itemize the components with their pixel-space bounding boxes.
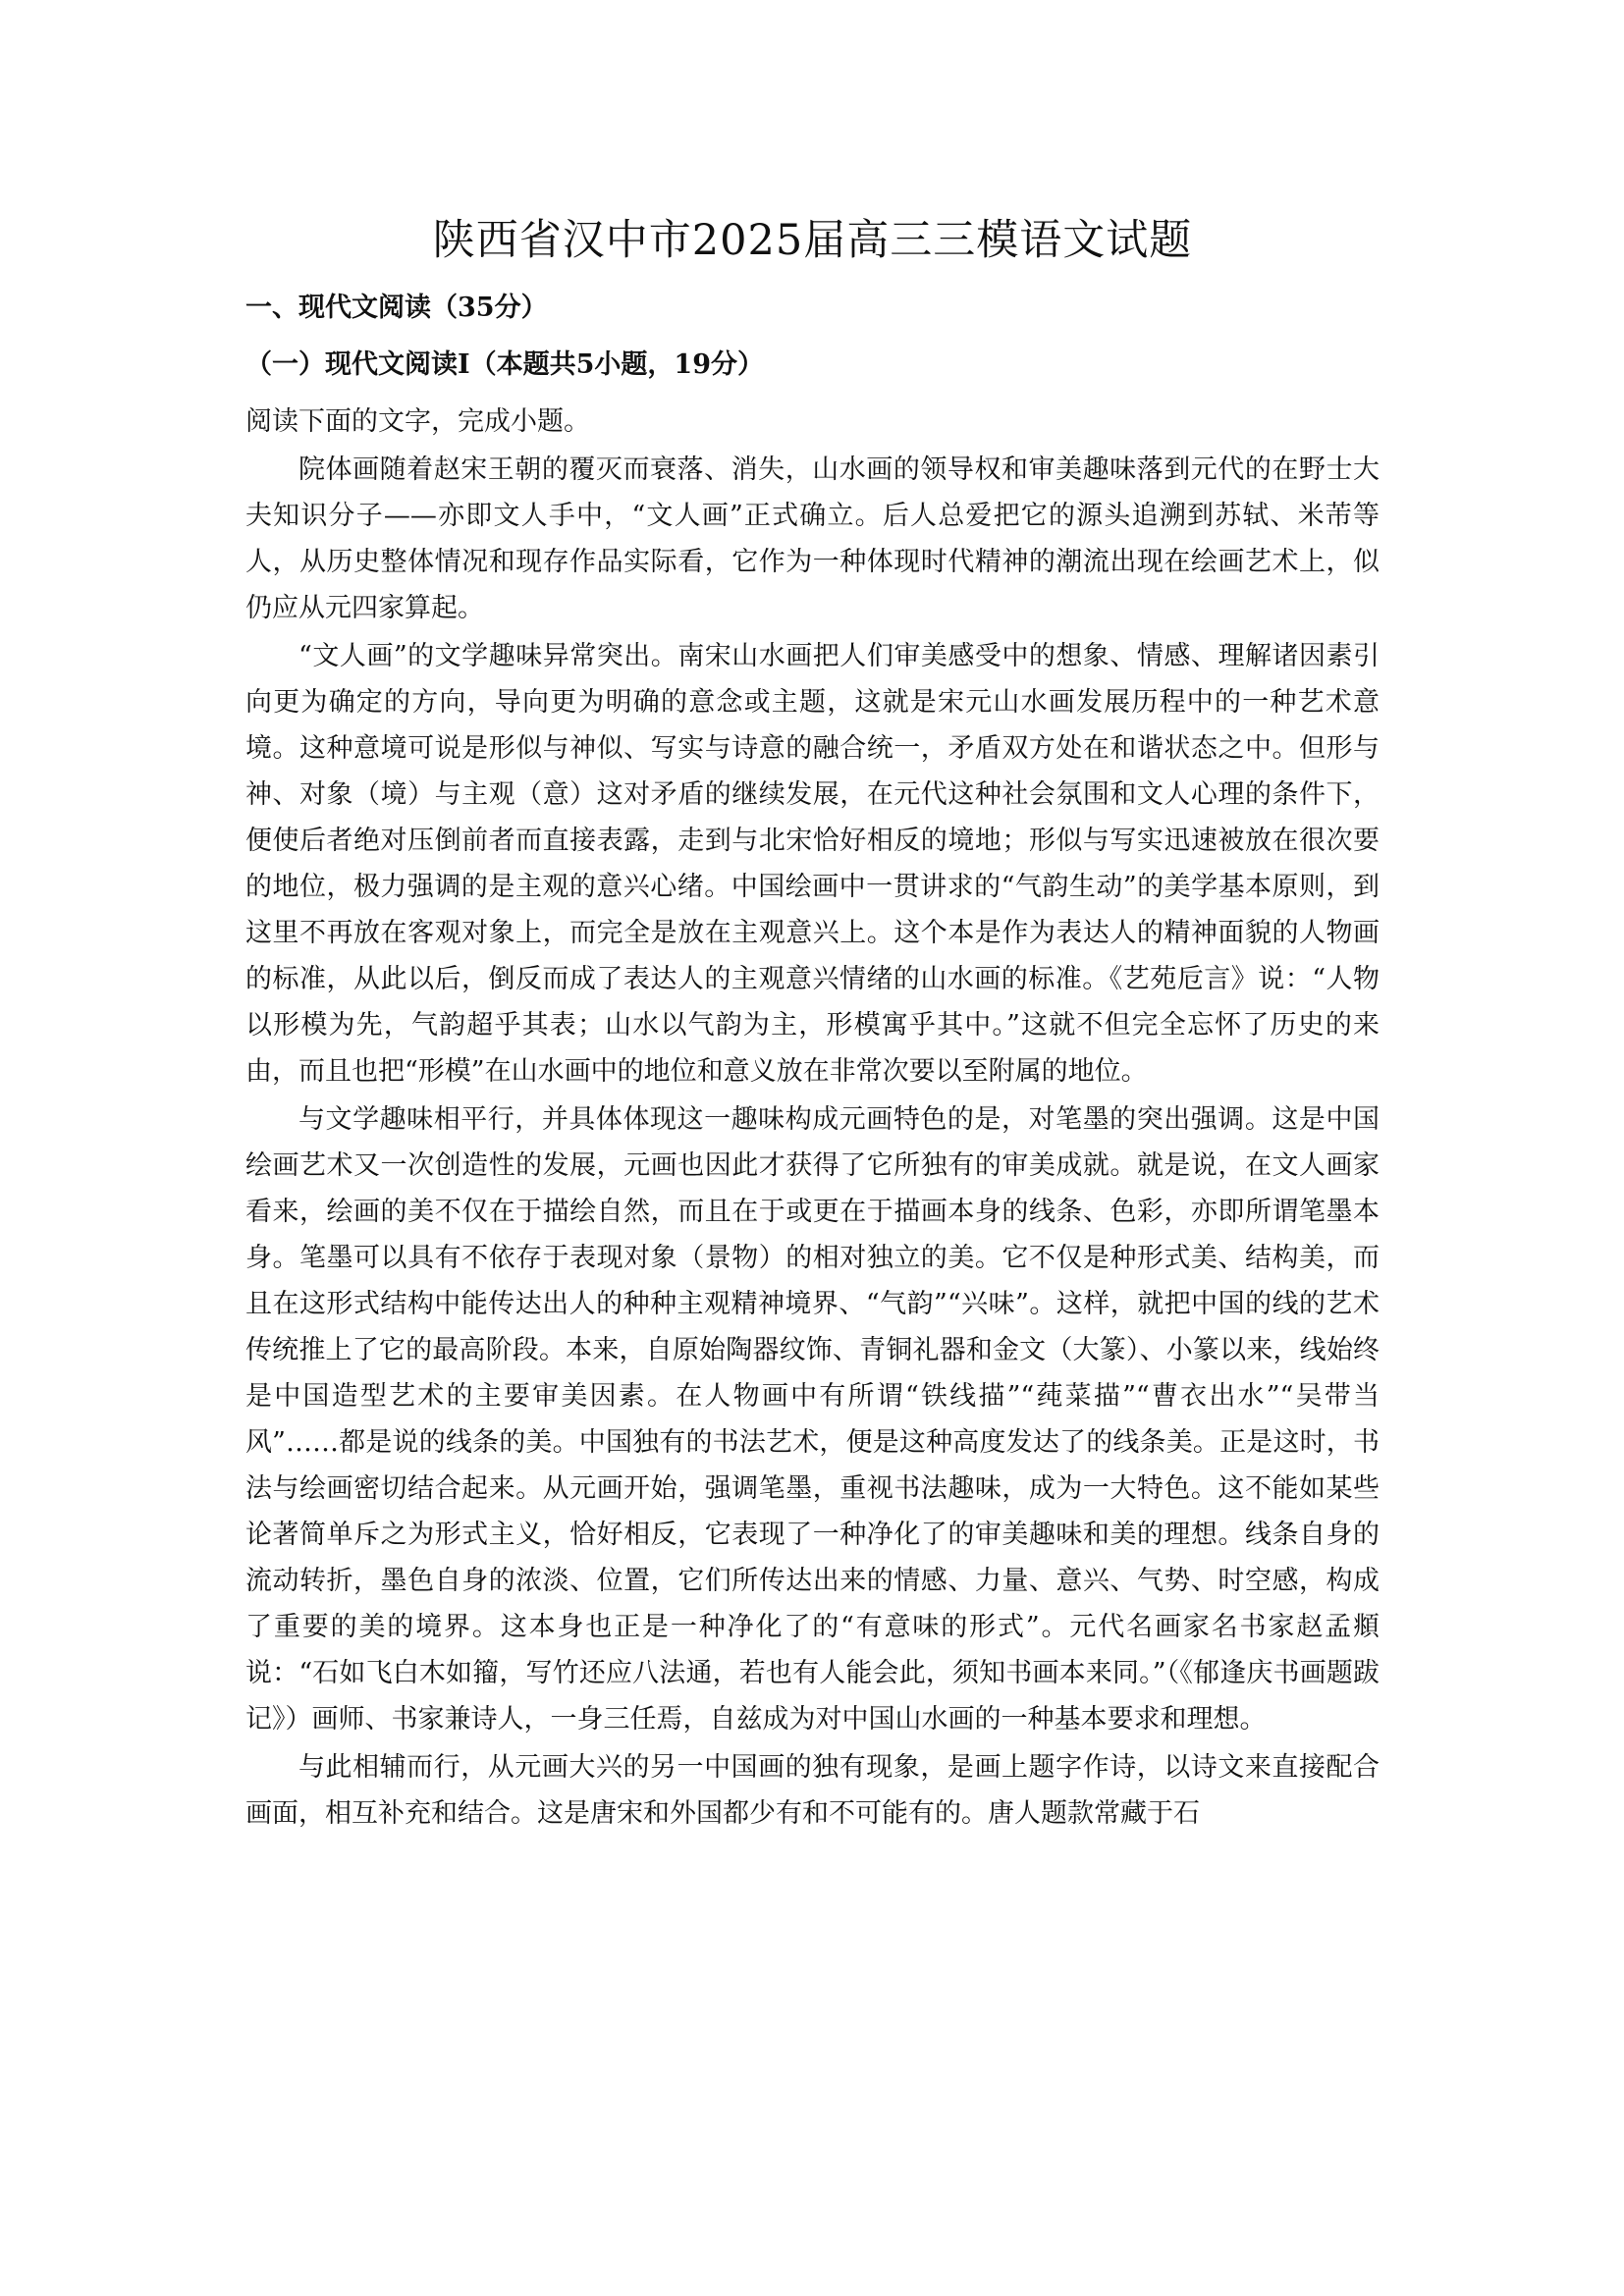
document-title: 陕西省汉中市2025届高三三模语文试题 — [432, 216, 1193, 265]
passage-paragraph-2: “文人画”的文学趣味异常突出。南宋山水画把人们审美感受中的想象、情感、理解诸因素引向更为确定的方向，导向更为明确的意念或主题，这就是宋元山水画发展历程中的一种艺术意境。这种意境可说是形似与神似、写实与诗意的融合统一，矛盾双方处在和谐状态之中。但形与神、对象（境）与主观（意）这对矛盾的继续发展，在元代这种社会氛围和文人心理的条件下，便使后者绝对压倒前者而直接表露，走到与北宋恰好相反的境地；形似与写实迅速被放在很次要的地位，极力强调的是主观的意兴心绪。中国绘画中一贯讲求的“气韵生动”的美学基本原则，到这里不再放在客观对象上，而完全是放在主观意兴上。这个本是作为表达人的精神面貌的人物画的标准，从此以后，倒反而成了表达人的主观意兴情绪的山水画的标准。《艺苑卮言》说：“人物以形模为先，气韵超乎其表；山水以气韵为主，形模寓乎其中。”这就不但完全忘怀了历史的来由，而且也把“形模”在山水画中的地位和意义放在非常次要以至附属的地位。 — [245, 641, 1380, 1087]
section-heading: 一、现代文阅读（35分） — [245, 293, 548, 323]
passage-paragraph-1: 院体画随着赵宋王朝的覆灭而衰落、消失，山水画的领导权和审美趣味落到元代的在野士大夫知识分子——亦即文人手中，“文人画”正式确立。后人总爱把它的源头追溯到苏轼、米芾等人，从历史整体情况和现存作品实际看，它作为一种体现时代精神的潮流出现在绘画艺术上，似仍应从元四家算起。 — [245, 454, 1380, 623]
document-page — [245, 211, 1380, 1839]
sub-section-heading: （一）现代文阅读Ⅰ（本题共5小题，19分） — [245, 349, 764, 380]
passage-paragraph-4: 与此相辅而行，从元画大兴的另一中国画的独有现象，是画上题字作诗，以诗文来直接配合画面，相互补充和结合。这是唐宋和外国都少有和不可能有的。唐人题款常藏于石 — [245, 1752, 1380, 1829]
reading-instruction: 阅读下面的文字，完成小题。 — [245, 406, 590, 437]
passage-paragraph-3: 与文学趣味相平行，并具体体现这一趣味构成元画特色的是，对笔墨的突出强调。这是中国绘画艺术又一次创造性的发展，元画也因此才获得了它所独有的审美成就。就是说，在文人画家看来，绘画的美不仅在于描绘自然，而且在于或更在于描画本身的线条、色彩，亦即所谓笔墨本身。笔墨可以具有不依存于表现对象（景物）的相对独立的美。它不仅是种形式美、结构美，而且在这形式结构中能传达出人的种种主观精神境界、“气韵”“兴味”。这样，就把中国的线的艺术传统推上了它的最高阶段。本来，自原始陶器纹饰、青铜礼器和金文（大篆）、小篆以来，线始终是中国造型艺术的主要审美因素。在人物画中有所谓“铁线描”“莼菜描”“曹衣出水”“吴带当风”……都是说的线条的美。中国独有的书法艺术，便是这种高度发达了的线条美。正是这时，书法与绘画密切结合起来。从元画开始，强调笔墨，重视书法趣味，成为一大特色。这不能如某些论著简单斥之为形式主义，恰好相反，它表现了一种净化了的审美趣味和美的理想。线条自身的流动转折，墨色自身的浓淡、位置，它们所传达出来的情感、力量、意兴、气势、时空感，构成了重要的美的境界。这本身也正是一种净化了的“有意味的形式”。元代名画家名书家赵孟頫说：“石如飞白木如籀，写竹还应八法通，若也有人能会此，须知书画本来同。”（《郁逢庆书画题跋记》）画师、书家兼诗人，一身三任焉，自兹成为对中国山水画的一种基本要求和理想。 — [245, 1104, 1380, 1735]
